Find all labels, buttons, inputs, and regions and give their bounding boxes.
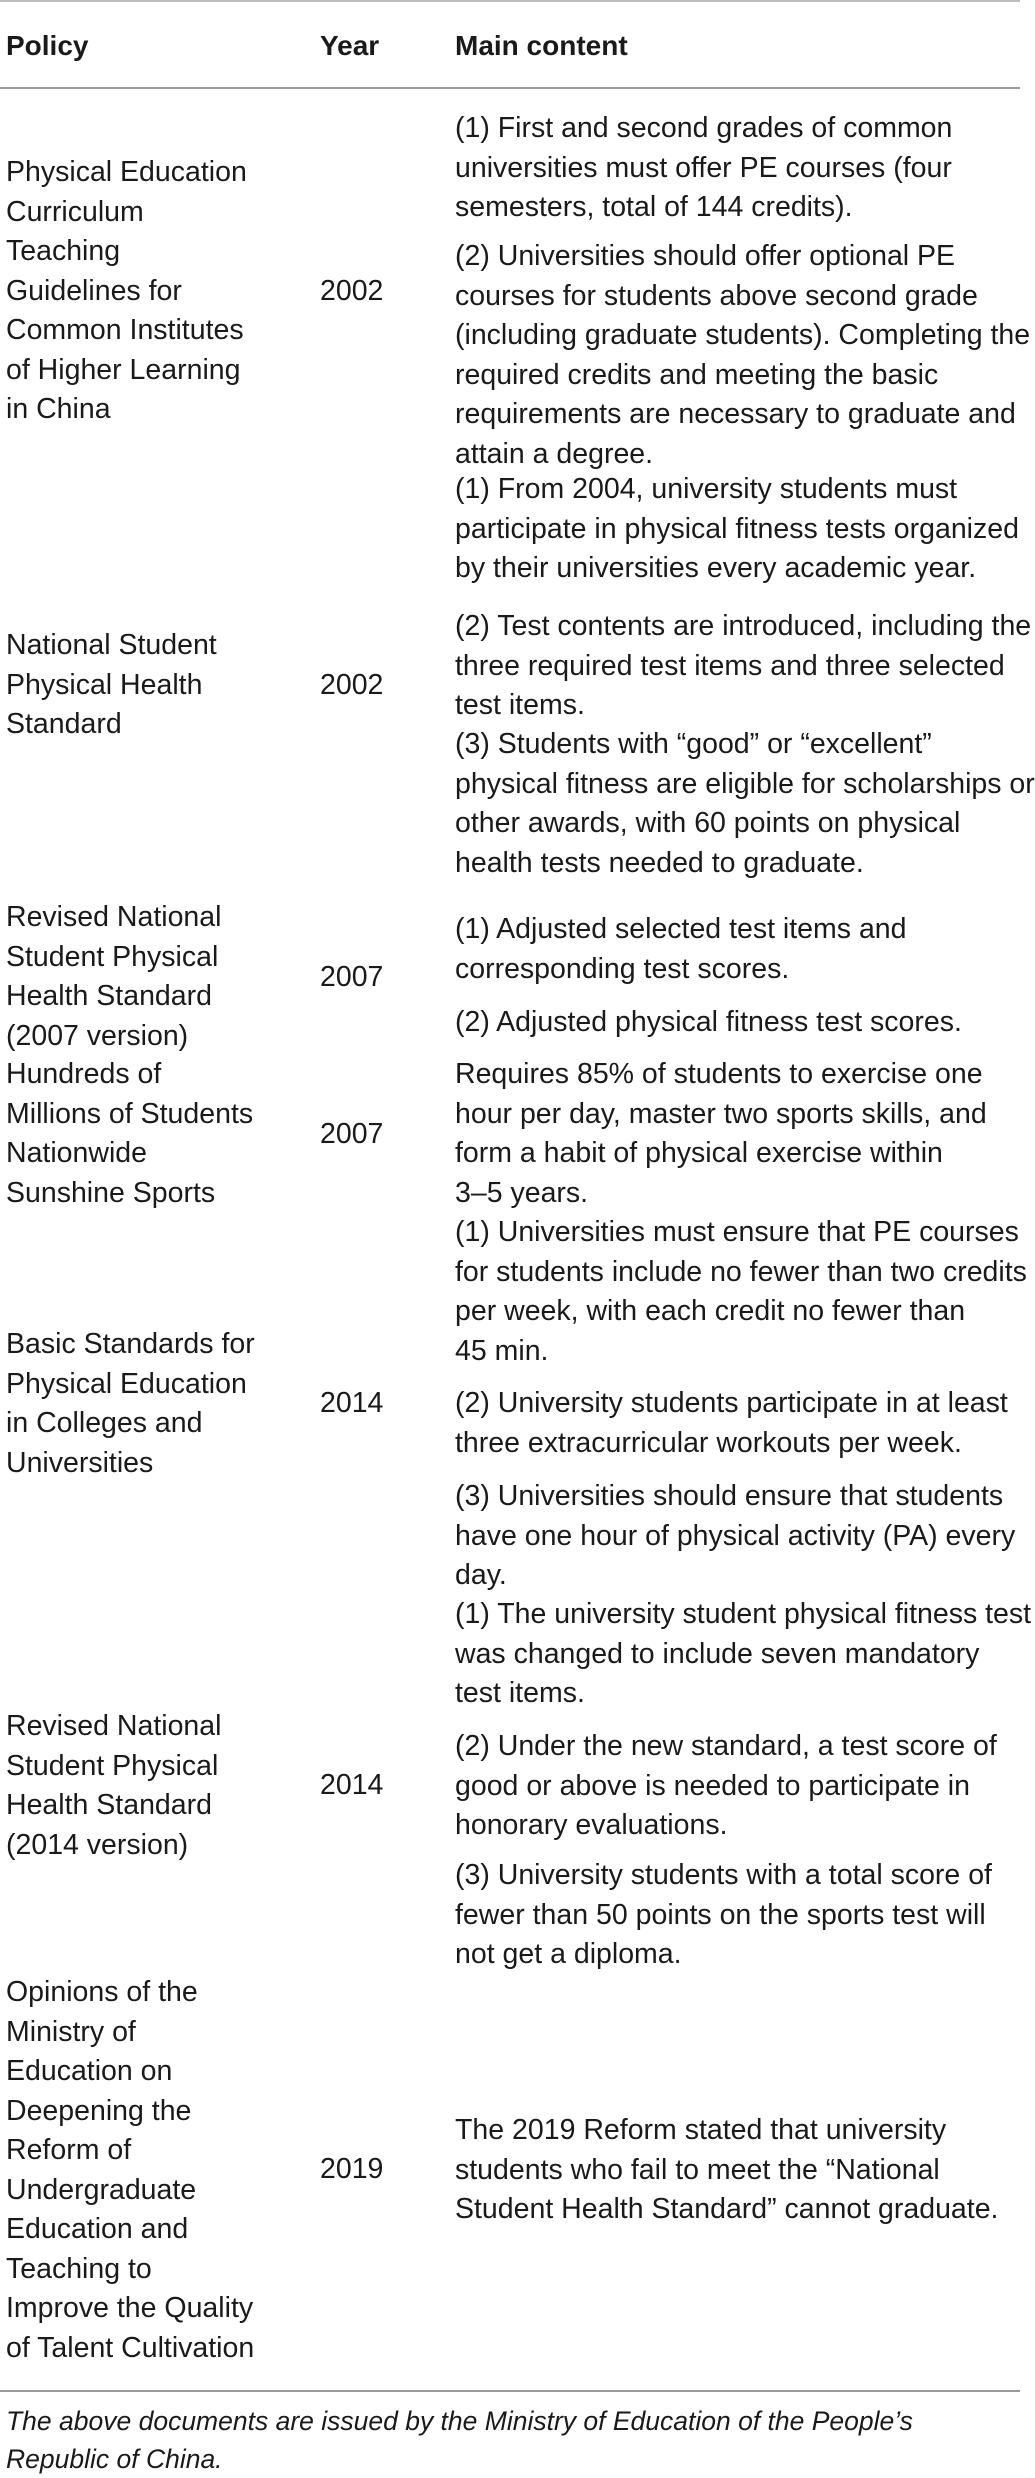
year-cell-7: 2019 bbox=[320, 2153, 384, 2185]
policy-cell-3 bbox=[6, 898, 268, 1056]
content-cell-2-item-2 bbox=[455, 607, 1030, 726]
content-line: three required test items and three selected bbox=[455, 649, 1005, 682]
content-line: day. bbox=[455, 1559, 507, 1591]
content-line: other awards, with 60 points on physical bbox=[455, 807, 961, 839]
content-line: for students include no fewer than two credits bbox=[455, 1255, 1027, 1288]
policy-line: Basic Standards for bbox=[6, 1328, 255, 1360]
content-line: health tests needed to graduate. bbox=[455, 846, 864, 879]
header-policy: Policy bbox=[6, 30, 89, 61]
content-line: requirements are necessary to graduate and bbox=[455, 398, 1016, 430]
policy-line: Deepening the bbox=[6, 2094, 192, 2127]
header-year: Year bbox=[320, 30, 380, 61]
policy-line: Reform of bbox=[6, 2134, 132, 2166]
policy-line: Millions of Students bbox=[6, 1097, 254, 1130]
content-line: participate in physical fitness tests organized bbox=[455, 512, 1019, 545]
policy-line: Teaching bbox=[6, 235, 121, 267]
policy-line: Physical Education bbox=[6, 156, 247, 188]
policy-line: Universities bbox=[6, 1446, 154, 1479]
policy-cell-4 bbox=[6, 1055, 268, 1213]
content-line: by their universities every academic year. bbox=[455, 552, 977, 584]
content-cell-5-item-3 bbox=[455, 1477, 1030, 1596]
policy-line: Physical Health bbox=[6, 668, 203, 701]
content-line: good or above is needed to participate in bbox=[455, 1769, 970, 1802]
content-line: 45 min. bbox=[455, 1334, 549, 1367]
content-line: required credits and meeting the basic bbox=[455, 358, 939, 391]
content-line: (2) Universities should offer optional PE bbox=[455, 240, 956, 272]
policy-line: Opinions of the bbox=[6, 1976, 198, 2008]
content-cell-3-item-2 bbox=[455, 1003, 1030, 1043]
policy-line: Guidelines for bbox=[6, 274, 182, 307]
content-line: test items. bbox=[455, 1677, 585, 1709]
content-line: corresponding test scores. bbox=[455, 952, 790, 985]
content-line: (including graduate students). Completing the bbox=[455, 319, 1031, 351]
year-cell-2: 2002 bbox=[320, 669, 384, 701]
content-line: 3–5 years. bbox=[455, 1176, 589, 1209]
policy-line: Health Standard bbox=[6, 980, 212, 1012]
policy-line: Health Standard bbox=[6, 1789, 212, 1821]
content-line: attain a degree. bbox=[455, 437, 654, 470]
content-cell-5-item-2 bbox=[455, 1384, 1030, 1463]
content-line: (1) Adjusted selected test items and bbox=[455, 913, 907, 945]
content-cell-1-item-2 bbox=[455, 237, 1030, 474]
content-line: (2) University students participate in at least bbox=[455, 1387, 1008, 1419]
content-line: honorary evaluations. bbox=[455, 1809, 728, 1841]
policy-cell-2 bbox=[6, 626, 268, 745]
content-cell-2-item-3 bbox=[455, 725, 1035, 883]
content-line: (1) From 2004, university students must bbox=[455, 473, 958, 505]
content-line: physical fitness are eligible for scholarships or bbox=[455, 767, 1035, 800]
content-line: semesters, total of 144 credits). bbox=[455, 191, 853, 223]
content-line: fewer than 50 points on the sports test will bbox=[455, 1898, 986, 1931]
policy-line: Undergraduate bbox=[6, 2173, 197, 2206]
content-line: courses for students above second grade bbox=[455, 279, 978, 312]
content-cell-1-item-1 bbox=[455, 109, 1030, 228]
content-line: (2) Under the new standard, a test score of bbox=[455, 1730, 997, 1762]
policy-line: Teaching to bbox=[6, 2252, 152, 2285]
policy-line: Student Physical bbox=[6, 1749, 219, 1782]
content-line: Student Health Standard” cannot graduate. bbox=[455, 2193, 999, 2225]
content-line: (3) Universities should ensure that students bbox=[455, 1480, 1004, 1512]
table-bottom-rule bbox=[0, 2390, 1020, 2392]
policy-line: Student Physical bbox=[6, 940, 219, 973]
policy-cell-6 bbox=[6, 1707, 268, 1865]
table-footnote: The above documents are issued by the Ministry of Education of the People’s Republic of China. bbox=[6, 2406, 913, 2474]
policy-line: Improve the Quality bbox=[6, 2292, 254, 2324]
policy-line: in Colleges and bbox=[6, 1407, 203, 1439]
content-line: three extracurricular workouts per week. bbox=[455, 1426, 962, 1459]
year-cell-3: 2007 bbox=[320, 961, 384, 993]
content-line: (1) The university student physical fitness test bbox=[455, 1598, 1032, 1630]
content-line: students who fail to meet the “National bbox=[455, 2153, 940, 2186]
policy-line: Nationwide bbox=[6, 1137, 147, 1169]
policy-line: (2007 version) bbox=[6, 1019, 189, 1052]
content-line: (1) First and second grades of common bbox=[455, 112, 953, 144]
year-cell-1: 2002 bbox=[320, 275, 384, 307]
policy-line: Physical Education bbox=[6, 1367, 247, 1400]
content-cell-4-item-1 bbox=[455, 1055, 1030, 1213]
content-line: (3) University students with a total score of bbox=[455, 1859, 992, 1891]
content-line: not get a diploma. bbox=[455, 1938, 682, 1970]
content-line: form a habit of physical exercise within bbox=[455, 1137, 943, 1169]
policy-line: Curriculum bbox=[6, 195, 144, 228]
header-rule bbox=[0, 87, 1020, 89]
policy-line: Education on bbox=[6, 2055, 173, 2087]
year-cell-4: 2007 bbox=[320, 1118, 384, 1150]
policy-line: (2014 version) bbox=[6, 1828, 189, 1861]
policy-cell-1 bbox=[6, 153, 268, 430]
header-main-content: Main content bbox=[455, 30, 628, 61]
policy-line: Sunshine Sports bbox=[6, 1176, 216, 1209]
content-cell-5-item-1 bbox=[455, 1213, 1030, 1371]
content-line: hour per day, master two sports skills, and bbox=[455, 1097, 987, 1130]
policy-line: Revised National bbox=[6, 901, 222, 933]
content-line: The 2019 Reform stated that university bbox=[455, 2114, 947, 2146]
content-line: Requires 85% of students to exercise one bbox=[455, 1058, 983, 1090]
policy-line: of Talent Cultivation bbox=[6, 2331, 255, 2364]
policy-line: of Higher Learning bbox=[6, 353, 241, 386]
content-cell-2-item-1 bbox=[455, 470, 1030, 589]
content-line: per week, with each credit no fewer than bbox=[455, 1295, 966, 1327]
policy-line: Education and bbox=[6, 2213, 189, 2245]
policy-cell-5 bbox=[6, 1325, 268, 1483]
content-line: (1) Universities must ensure that PE courses bbox=[455, 1216, 1019, 1248]
content-cell-6-item-1 bbox=[455, 1595, 1030, 1714]
policy-cell-7 bbox=[6, 1973, 268, 2368]
policy-line: Hundreds of bbox=[6, 1058, 162, 1090]
content-line: (2) Adjusted physical fitness test scores. bbox=[455, 1006, 962, 1038]
table-top-rule bbox=[0, 0, 1020, 2]
policy-line: Standard bbox=[6, 708, 122, 740]
content-line: was changed to include seven mandatory bbox=[455, 1637, 980, 1670]
policy-line: Common Institutes bbox=[6, 314, 244, 346]
content-line: (2) Test contents are introduced, including the bbox=[455, 610, 1032, 642]
content-line: universities must offer PE courses (four bbox=[455, 151, 952, 184]
content-line: (3) Students with “good” or “excellent” bbox=[455, 728, 932, 760]
year-cell-6: 2014 bbox=[320, 1769, 384, 1801]
content-line: have one hour of physical activity (PA) every bbox=[455, 1519, 1016, 1552]
content-cell-7-item-1 bbox=[455, 2111, 1030, 2230]
content-line: test items. bbox=[455, 689, 585, 721]
content-cell-6-item-3 bbox=[455, 1856, 1030, 1975]
policy-line: Ministry of bbox=[6, 2015, 136, 2048]
content-cell-3-item-1 bbox=[455, 910, 1030, 989]
year-cell-5: 2014 bbox=[320, 1387, 384, 1419]
policy-line: National Student bbox=[6, 629, 217, 661]
policy-line: in China bbox=[6, 393, 111, 425]
policy-line: Revised National bbox=[6, 1710, 222, 1742]
content-cell-6-item-2 bbox=[455, 1727, 1030, 1846]
